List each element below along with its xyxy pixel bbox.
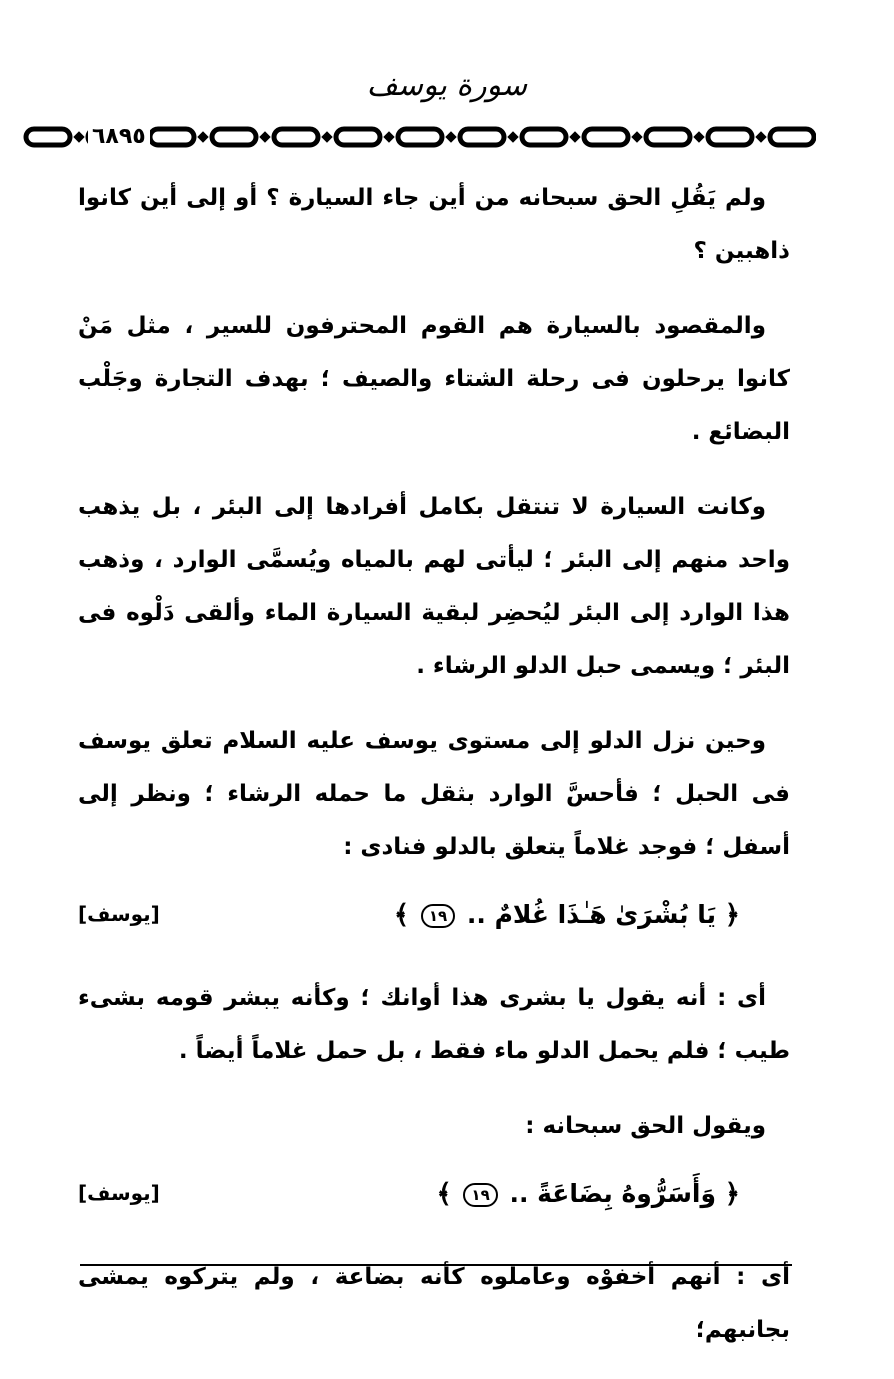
quote-open-bracket: ﴿ <box>724 1179 740 1209</box>
verse-number: ١٩ <box>463 1183 497 1207</box>
quote-verse <box>394 900 740 930</box>
quote-verse <box>436 1179 740 1209</box>
quran-quote <box>78 896 790 952</box>
page-number: ٦٨٩٥ <box>88 124 150 149</box>
quote-source: [يوسف] <box>78 902 160 926</box>
quran-quote <box>78 1175 790 1231</box>
quote-text: يَا بُشْرَىٰ هَـٰذَا غُلامٌ .. <box>466 900 717 929</box>
verse-number: ١٩ <box>421 904 455 928</box>
paragraph: والمقصود بالسيارة هم القوم المحترفون للسير ، مثل مَنْ كانوا يرحلون فى رحلة الشتاء والصيف ؛ بهدف التجارة وجَلْب البضائع . <box>78 313 790 445</box>
paragraph: ولم يَقُلِ الحق سبحانه من أين جاء السيارة ؟ أو إلى أين كانوا ذاهبين ؟ <box>78 185 790 264</box>
quote-text: وَأَسَرُّوهُ بِضَاعَةً .. <box>509 1179 717 1208</box>
footer-rule <box>80 1264 792 1266</box>
main-text <box>78 172 790 1379</box>
paragraph: أى : أنهم أخفوْه وعاملوه كأنه بضاعة ، ولم يتركوه يمشى بجانبهم؛ <box>78 1264 790 1343</box>
quote-close-bracket: ﴾ <box>393 900 410 930</box>
quote-open-bracket: ﴿ <box>724 900 740 930</box>
paragraph: أى : أنه يقول يا بشرى هذا أوانك ؛ وكأنه يبشر قومه بشىء طيب ؛ فلم يحمل الدلو ماء فقط ، بل حمل غلاماً أيضاً . <box>78 985 790 1064</box>
quote-close-bracket: ﴾ <box>436 1179 452 1209</box>
quote-source: [يوسف] <box>78 1181 160 1205</box>
surah-title: سورة يوسف <box>366 68 528 103</box>
paragraph: وحين نزل الدلو إلى مستوى يوسف عليه السلام تعلق يوسف فى الحبل ؛ فأحسَّ الوارد بثقل ما حمله الرشاء ؛ ونظر إلى أسفل ؛ فوجد غلاماً يتعلق بالدلو فنادى : <box>78 728 790 860</box>
paragraph: ويقول الحق سبحانه : <box>525 1113 766 1139</box>
paragraph: وكانت السيارة لا تنتقل بكامل أفرادها إلى البئر ، بل يذهب واحد منهم إلى البئر ؛ ليأتى لهم بالمياه ويُسمَّى الوارد ، وذهب هذا الوارد إلى البئر ليُحضِر لبقية السيارة الماء وألقى دَلْوه فى البئر ؛ ويسمى حبل الدلو الرشاء . <box>78 494 790 679</box>
